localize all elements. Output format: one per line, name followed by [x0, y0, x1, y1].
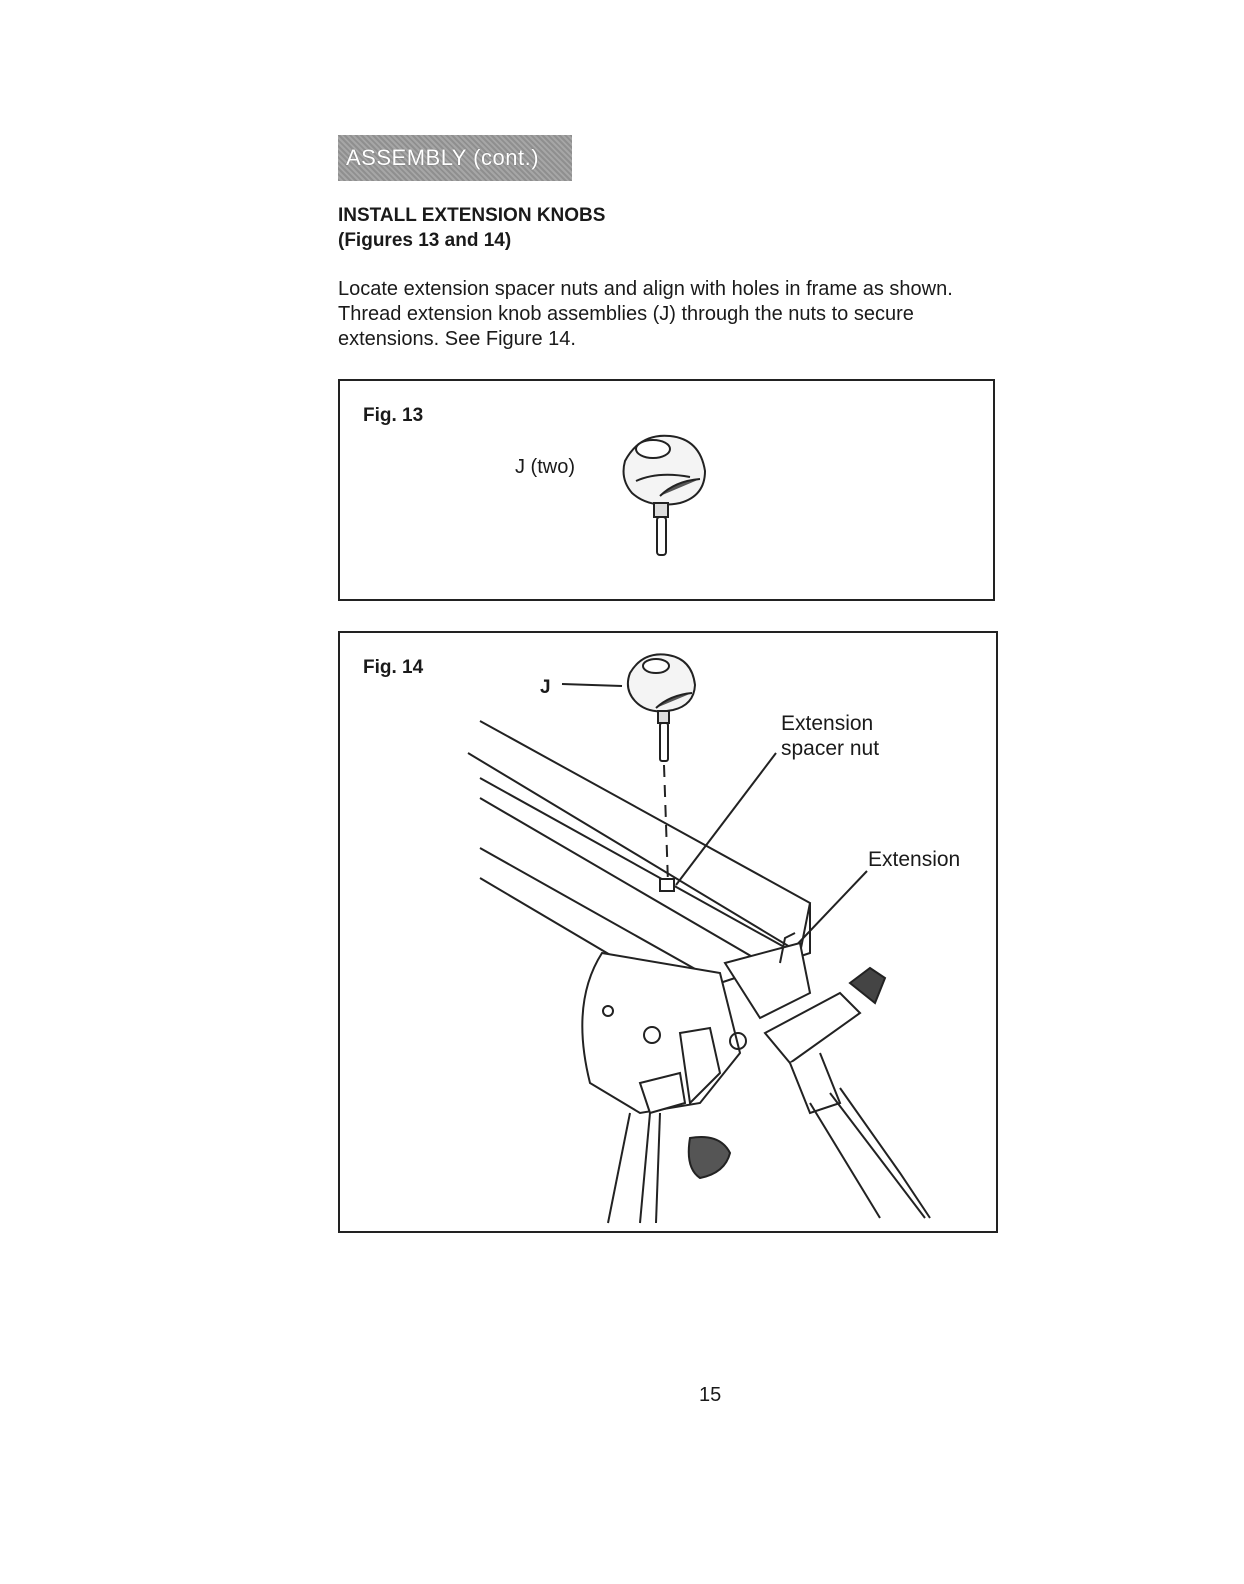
- spacer-nut-callout-line-1: Extension: [781, 712, 874, 735]
- knob-icon: [628, 654, 695, 761]
- page-number: 15: [699, 1384, 722, 1406]
- instruction-line-1: Locate extension spacer nuts and align with holes in frame as shown.: [338, 278, 953, 300]
- instruction-line-2: Thread extension knob assemblies (J) through the nuts to secure: [338, 303, 914, 325]
- figure-14: [338, 631, 998, 1233]
- heading-title: INSTALL EXTENSION KNOBS: [338, 205, 606, 226]
- figure-13-label: Fig. 13: [363, 405, 424, 426]
- instruction-text: [338, 277, 1058, 352]
- section-heading: [338, 203, 605, 253]
- j-leader-line: [562, 684, 622, 686]
- leg-stand-illustration: [340, 633, 998, 1233]
- knob-illustration: [340, 381, 995, 601]
- section-banner: ASSEMBLY (cont.): [338, 135, 572, 181]
- spacer-nut: [660, 879, 674, 891]
- extension-callout: Extension: [868, 848, 961, 871]
- instruction-line-3: extensions. See Figure 14.: [338, 328, 576, 350]
- spacer-nut-callout-line-2: spacer nut: [781, 737, 880, 760]
- heading-subtitle: (Figures 13 and 14): [338, 230, 512, 251]
- knob-part-label: J (two): [515, 456, 575, 478]
- figure-14-label: Fig. 14: [363, 657, 424, 678]
- figure-13: [338, 379, 995, 601]
- spacer-nut-leader: [676, 753, 776, 885]
- knob-j-label: J: [540, 677, 551, 698]
